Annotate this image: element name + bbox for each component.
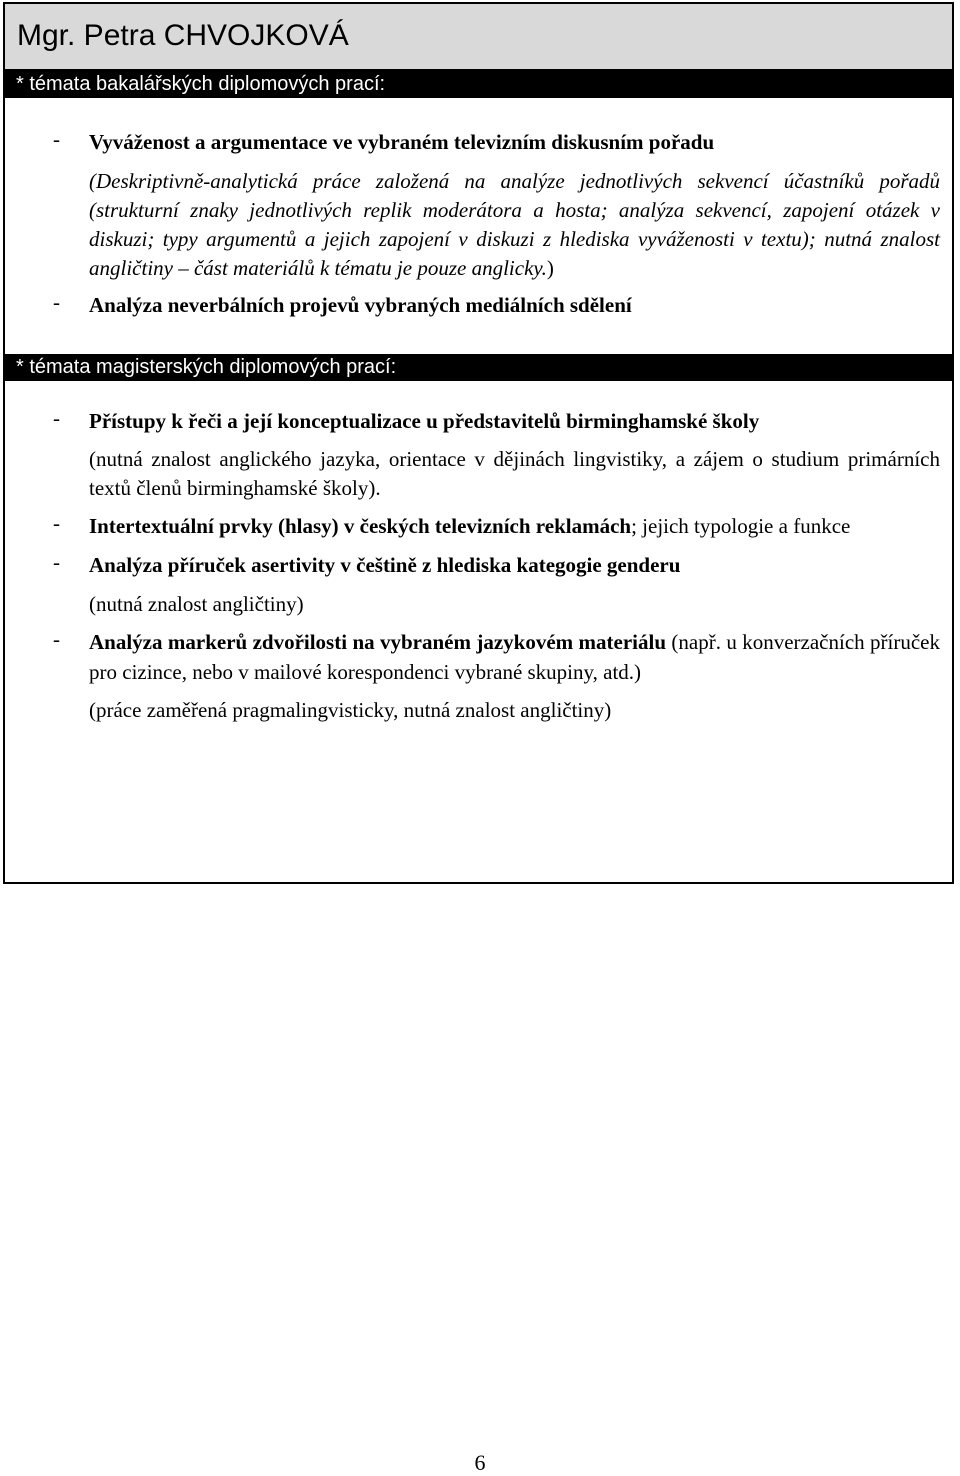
topic-note-end: ) xyxy=(546,256,554,280)
topics-frame xyxy=(3,2,954,884)
topic-title: Analýza markerů zdvořilosti na vybraném jazykovém materiálu xyxy=(89,630,667,654)
bachelor-section-heading: * témata bakalářských diplomových prací: xyxy=(5,71,952,98)
master-topic-3 xyxy=(5,550,952,580)
topic-title-block xyxy=(89,511,940,541)
topic-note: (nutná znalost angličtiny) xyxy=(89,592,304,616)
topic-note xyxy=(5,167,952,283)
master-topic-2 xyxy=(5,511,952,541)
supervisor-name: Mgr. Petra CHVOJKOVÁ xyxy=(5,4,952,71)
topic-title: Vyváženost a argumentace ve vybraném televizním diskusním pořadu xyxy=(89,130,715,154)
topic-note: (práce zaměřená pragmalingvisticky, nutná znalost angličtiny) xyxy=(89,698,612,722)
topic-note-text: (Deskriptivně-analytická práce založená na analýze jednotlivých sekvencí účastníků pořadů (strukturní znaky jednotlivých replik moderátora a hosta; analýza sekvencí, zapojení otázek v diskuzi; typy argumentů a jejich zapojení v diskuzi z hlediska vyváženosti v textu); nutná znalost angličtiny – část materiálů k tématu je pouze anglicky. xyxy=(89,169,940,280)
master-topic-4 xyxy=(5,627,952,687)
bachelor-topic-2 xyxy=(5,290,952,320)
topic-note: (nutná znalost anglického jazyka, orientace v dějinách lingvistiky, a zájem o studium primárních textů členů birminghamské školy). xyxy=(89,447,940,500)
page-number: 6 xyxy=(474,1450,486,1475)
bachelor-topic-1 xyxy=(5,127,952,157)
list-dash: - xyxy=(53,511,60,535)
list-dash: - xyxy=(53,627,60,651)
topic-title: Analýza neverbálních projevů vybraných mediálních sdělení xyxy=(89,293,632,317)
topic-title: Intertextuální prvky (hlasy) v českých televizních reklamách xyxy=(89,514,632,538)
list-dash: - xyxy=(53,550,60,574)
master-topic-1 xyxy=(5,406,952,436)
bachelor-topics xyxy=(5,127,952,320)
topic-title-rest: ; jejich typologie a funkce xyxy=(631,514,851,538)
topic-title-block xyxy=(89,627,940,687)
list-dash: - xyxy=(53,406,60,430)
list-dash: - xyxy=(53,290,60,314)
master-section-heading: * témata magisterských diplomových prací: xyxy=(5,354,952,381)
topic-title-rest: (např. u konverzačních příruček pro cizince, nebo v mailové korespondenci vybrané skupiny, atd.) xyxy=(89,630,940,684)
list-dash: - xyxy=(53,127,60,151)
master-topics xyxy=(5,406,952,725)
topic-title: Analýza příruček asertivity v češtině z hlediska kategogie genderu xyxy=(89,553,681,577)
topic-title: Přístupy k řeči a její konceptualizace u představitelů birminghamské školy xyxy=(89,409,760,433)
